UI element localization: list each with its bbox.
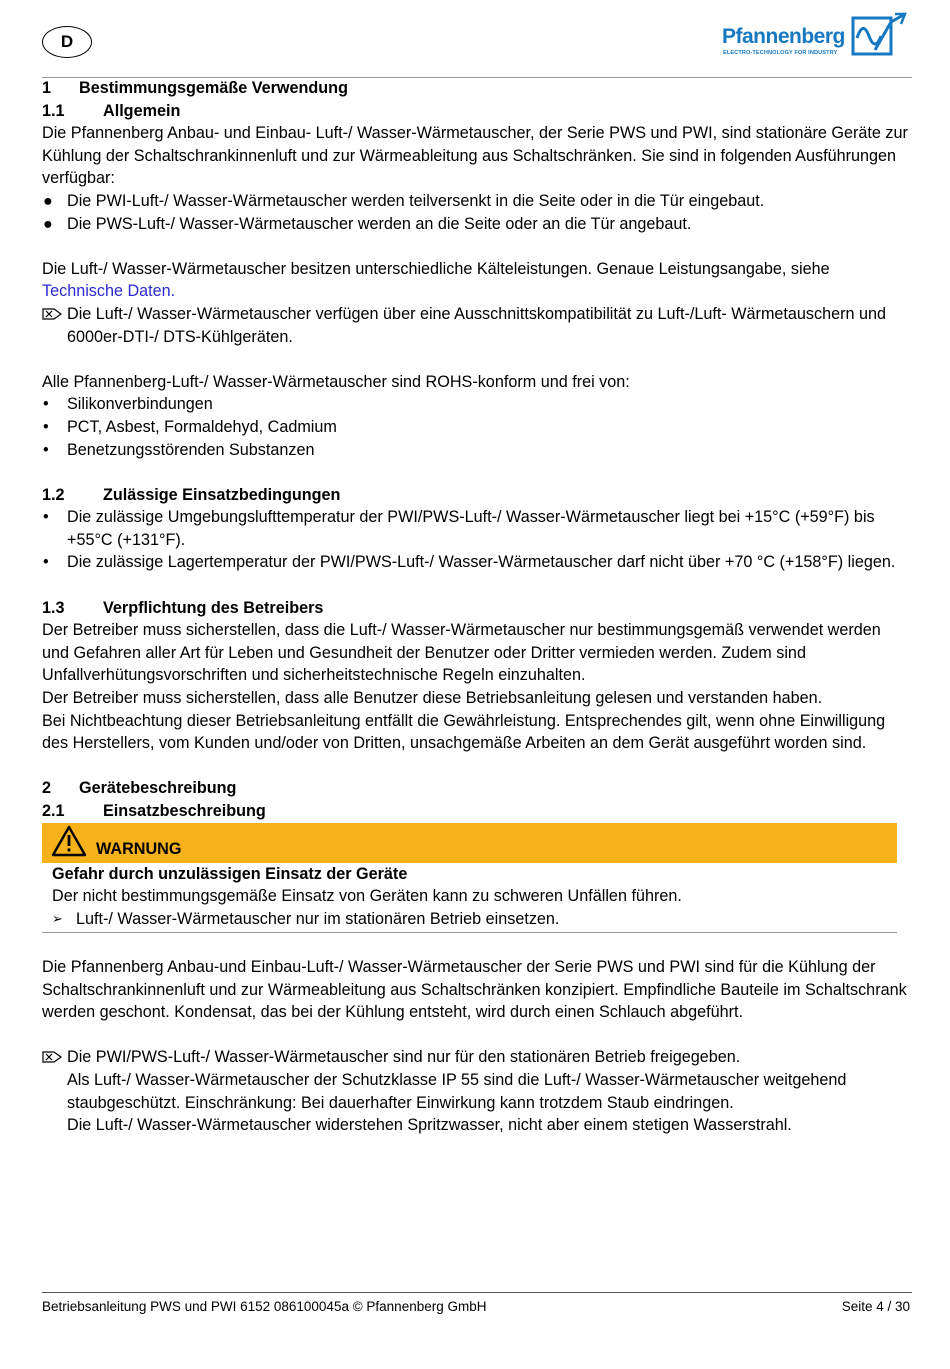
warning-label: WARNUNG xyxy=(96,839,182,858)
note-pointer-icon xyxy=(42,1051,62,1063)
warning-banner xyxy=(42,823,897,863)
bullet-icon: • xyxy=(43,553,49,572)
operator-paragraph-1: Der Betreiber muss sicherstellen, dass die Luft-/ Wasser-Wärmetauscher nur bestimmungsgemäß verwendet werden und Gefahren aller Art für Leben und Gesundheit der Benutzer oder Dritter vermieden werden. Zudem sind Unfallverhütungsvorschriften und sicherheitstechnische Regeln einzuhalten. xyxy=(42,621,881,685)
list-item: • Silikonverbindungen xyxy=(42,393,910,416)
bullet-dot-icon: ● xyxy=(43,214,53,233)
pfannenberg-logo xyxy=(720,10,910,60)
language-badge: D xyxy=(42,26,92,58)
section-heading-1-2: 1.2 Zulässige Einsatzbedingungen xyxy=(42,485,341,504)
list-item: • Die zulässige Lagertemperatur der PWI/PWS-Luft-/ Wasser-Wärmetauscher darf nicht über +70 °C (+158°F) liegen. xyxy=(42,551,910,574)
bullet-icon: • xyxy=(43,440,49,459)
warning-action: ➢ Luft-/ Wasser-Wärmetauscher nur im stationären Betrieb einsetzen. xyxy=(52,908,897,931)
warning-title: Gefahr durch unzulässigen Einsatz der Geräte xyxy=(52,864,408,883)
logo-mark-icon xyxy=(851,12,907,56)
intro-paragraph: Die Pfannenberg Anbau- und Einbau- Luft-/ Wasser-Wärmetauscher, der Serie PWS und PWI, sind stationäre Geräte zur Kühlung der Schaltschrankinnenluft und zur Wärmeableitung aus Schaltschränken. Sie sind in folgenden Ausführungen verfügbar: xyxy=(42,124,908,188)
bullet-dot-icon: ● xyxy=(43,191,53,210)
warning-body xyxy=(42,863,897,931)
rohs-intro: Alle Pfannenberg-Luft-/ Wasser-Wärmetauscher sind ROHS-konform und frei von: xyxy=(42,372,630,391)
section-heading-1: 1 Bestimmungsgemäße Verwendung xyxy=(42,79,348,97)
section-heading-2-1: 2.1 Einsatzbeschreibung xyxy=(42,802,266,820)
technical-data-link[interactable]: Technische Daten. xyxy=(42,282,176,301)
bullet-icon: • xyxy=(43,417,49,436)
list-item: • Benetzungsstörenden Substanzen xyxy=(42,439,910,462)
operator-paragraph-3: Bei Nichtbeachtung dieser Betriebsanleitung entfällt die Gewährleistung. Entsprechendes gilt, wenn ohne Einwilligung des Herstellers, vom Kunden und/oder von Dritten, unsachgemäße Arbeiten an dem Gerät ausgeführt worden sind. xyxy=(42,711,886,753)
note-pointer-icon xyxy=(42,308,62,320)
capacity-paragraph: Die Luft-/ Wasser-Wärmetauscher besitzen unterschiedliche Kälteleistungen. Genaue Leistungsangabe, siehe Technische Daten. xyxy=(42,259,830,301)
list-item: • Die zulässige Umgebungslufttemperatur der PWI/PWS-Luft-/ Wasser-Wärmetauscher liegt bei +15°C (+59°F) bis +55°C (+131°F). xyxy=(42,506,910,551)
operator-paragraph-2: Der Betreiber muss sicherstellen, dass alle Benutzer diese Betriebsanleitung gelesen und verstanden haben. xyxy=(42,689,823,708)
operation-note: Die PWI/PWS-Luft-/ Wasser-Wärmetauscher sind nur für den stationären Betrieb freigegeben. Als Luft-/ Wasser-Wärmetauscher der Schutzklasse IP 55 sind die Luft-/ Wasser-Wärmetauscher weitgehend staubgeschützt. Einschränkung: Bei dauerhafter Einwirkung kann trotzdem Staub eindringen. Die Luft-/ Wasser-Wärmetauscher widerstehen Spritzwasser, nicht aber einem stetigen Wasserstrahl. xyxy=(42,1046,910,1136)
page-number: Seite 4 / 30 xyxy=(841,1299,910,1314)
bullet-icon: • xyxy=(43,508,49,527)
warning-triangle-icon xyxy=(51,825,87,857)
list-item: ● Die PWI-Luft-/ Wasser-Wärmetauscher werden teilversenkt in die Seite oder in die Tür eingebaut. xyxy=(42,190,910,213)
description-paragraph: Die Pfannenberg Anbau-und Einbau-Luft-/ Wasser-Wärmetauscher der Serie PWS und PWI sind für die Kühlung der Schaltschrankinnenluft und zur Wärmeableitung aus Schaltschränken konzipiert. Empfindliche Bauteile im Schaltschrank werden geschont. Kondensat, das bei der Kühlung entsteht, wird durch einen Schlauch abgeführt. xyxy=(42,957,907,1022)
page-content xyxy=(42,77,910,1137)
section-heading-1-3: 1.3 Verpflichtung des Betreibers xyxy=(42,598,324,617)
warning-text: Der nicht bestimmungsgemäße Einsatz von Geräten kann zu schweren Unfällen führen. xyxy=(52,887,682,906)
footer-rule xyxy=(42,1292,912,1293)
arrow-bullet-icon: ➢ xyxy=(52,910,63,926)
warning-box xyxy=(42,823,910,934)
compatibility-note: Die Luft-/ Wasser-Wärmetauscher verfügen über eine Ausschnittskompatibilität zu Luft-/Luft- Wärmetauschern und 6000er-DTI-/ DTS-Kühlgeräten. xyxy=(42,303,910,348)
list-item: ● Die PWS-Luft-/ Wasser-Wärmetauscher werden an die Seite oder an die Tür angebaut. xyxy=(42,213,910,236)
list-item: • PCT, Asbest, Formaldehyd, Cadmium xyxy=(42,416,910,439)
section-heading-2: 2 Gerätebeschreibung xyxy=(42,779,237,798)
logo-tagline: ELECTRO-TECHNOLOGY FOR INDUSTRY xyxy=(723,50,838,56)
section-heading-1-1: 1.1 Allgemein xyxy=(42,101,181,120)
logo-wordmark: Pfannenberg xyxy=(722,25,845,48)
footer-document-info: Betriebsanleitung PWS und PWI 6152 086100045a © Pfannenberg GmbH xyxy=(42,1299,487,1314)
bullet-icon: • xyxy=(43,395,49,414)
